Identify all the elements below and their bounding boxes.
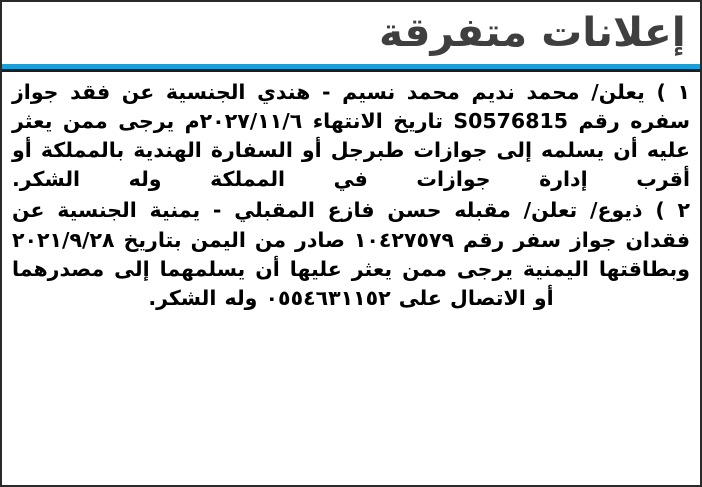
page-header: [2, 2, 700, 64]
ad-text-1: ١ ) يعلن/ محمد نديم محمد نسيم - هندي الجنسية عن فقد جواز سفره رقم S0576815 تاريخ الانتهاء ٢٠٢٧/١١/٦م يرجى ممن يعثر عليه أن يسلمه إلى جوازات طبرجل أو السفارة الهندية بالمملكة أو أقرب إدارة جوازات في المملكة وله الشكر.: [12, 80, 690, 192]
page-title: إعلانات متفرقة: [379, 10, 686, 56]
list-item: [12, 78, 690, 194]
ads-list: [2, 72, 700, 319]
ad-text-2: ٢ ) ذيوع/ تعلن/ مقبله حسن فازع المقبلي - يمنية الجنسية عن فقدان جواز سفر رقم ١٠٤٢٧٥٧٩ صادر من اليمن بتاريخ ٢٠٢١/٩/٢٨ وبطاقتها اليمنية يرجى ممن يعثر عليها أن يسلمهما إلى مصدرهما أو الاتصال على ٠٥٥٤٦٣١١٥٢ وله الشكر.: [12, 198, 690, 310]
list-item: [12, 196, 690, 312]
